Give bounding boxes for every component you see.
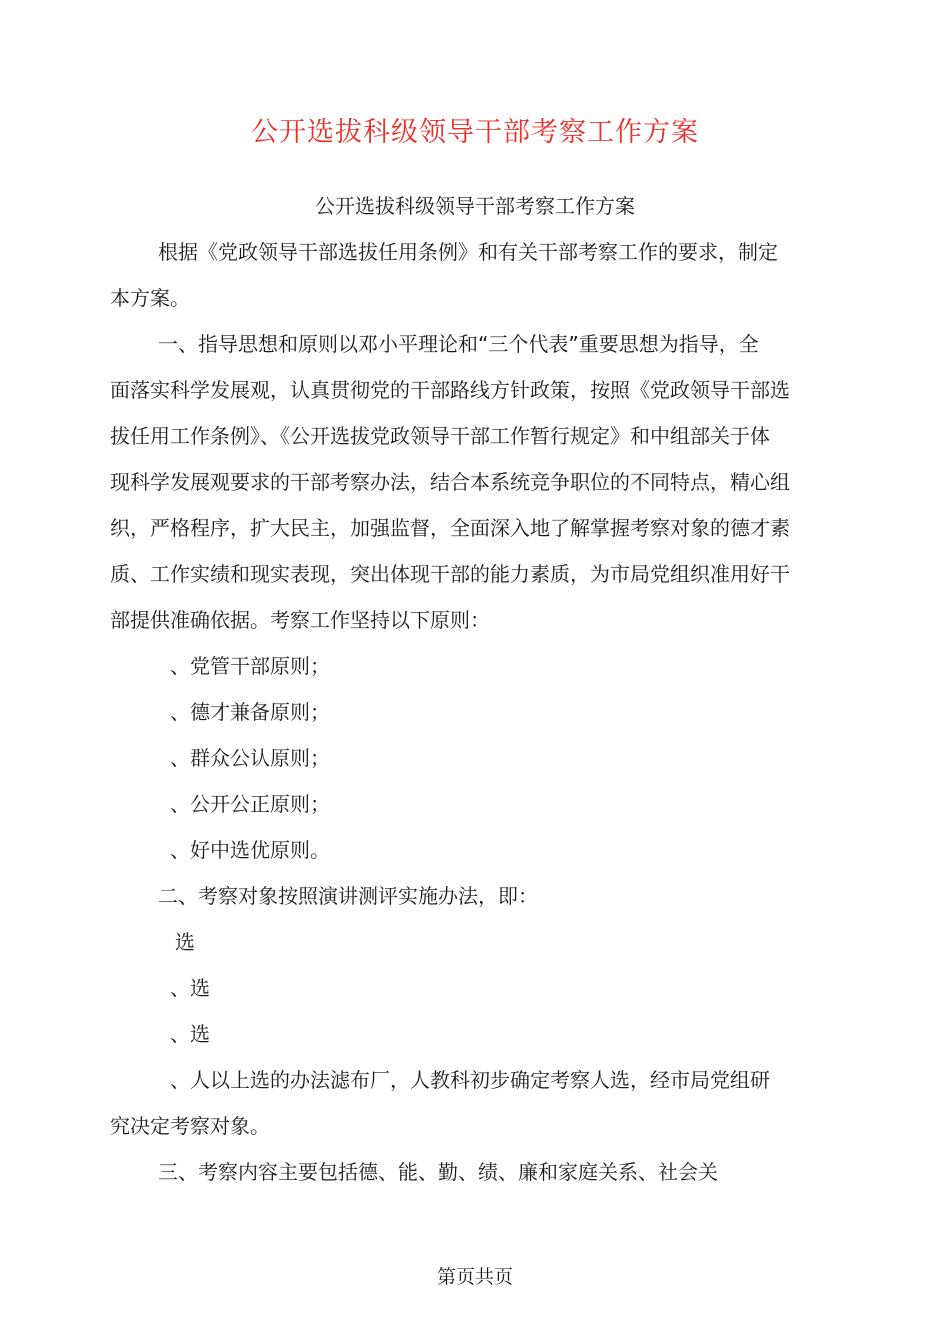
section1-line: 面落实科学发展观，认真贯彻党的干部路线方针政策，按照《党政领导干部选 — [110, 378, 790, 402]
principle-item: 、德才兼备原则； — [170, 700, 330, 724]
document-title: 公开选拔科级领导干部考察工作方案 — [251, 117, 699, 148]
section2-item: 选 — [175, 930, 195, 954]
section2-tail-line: 、人以上选的办法滤布厂，人教科初步确定考察人选，经市局党组研 — [170, 1068, 770, 1092]
document-subtitle: 公开选拔科级领导干部考察工作方案 — [315, 194, 635, 218]
section1-line: 现科学发展观要求的干部考察办法，结合本系统竞争职位的不同特点，精心组 — [110, 470, 790, 494]
principle-item: 、党管干部原则； — [170, 654, 330, 678]
document-body — [110, 183, 840, 1195]
section2-item: 、选 — [170, 1022, 210, 1046]
page-footer: 第页共页 — [436, 1266, 513, 1288]
section1-line: 质、工作实绩和现实表现，突出体现干部的能力素质，为市局党组织准用好干 — [110, 562, 790, 586]
principle-item: 、好中选优原则。 — [170, 838, 330, 862]
section3-heading: 三、考察内容主要包括德、能、勤、绩、廉和家庭关系、社会关 — [158, 1160, 718, 1184]
intro-line: 根据《党政领导干部选拔任用条例》和有关干部考察工作的要求，制定 — [158, 240, 778, 264]
section1-line: 织，严格程序，扩大民主，加强监督，全面深入地了解掌握考察对象的德才素 — [110, 516, 790, 540]
section1-line: 拔任用工作条例》、《公开选拔党政领导干部工作暂行规定》和中组部关于体 — [110, 424, 770, 448]
principle-item: 、群众公认原则； — [170, 746, 330, 770]
section2-item: 、选 — [170, 976, 210, 1000]
principle-item: 、公开公正原则； — [170, 792, 330, 816]
intro-line: 本方案。 — [110, 286, 190, 310]
section1-line: 一、指导思想和原则以邓小平理论和“三个代表”重要思想为指导，全 — [158, 332, 759, 356]
section2-tail-line: 究决定考察对象。 — [110, 1114, 270, 1138]
section2-heading: 二、考察对象按照演讲测评实施办法，即： — [158, 884, 538, 908]
section1-line: 部提供准确依据。考察工作坚持以下原则： — [110, 608, 490, 632]
